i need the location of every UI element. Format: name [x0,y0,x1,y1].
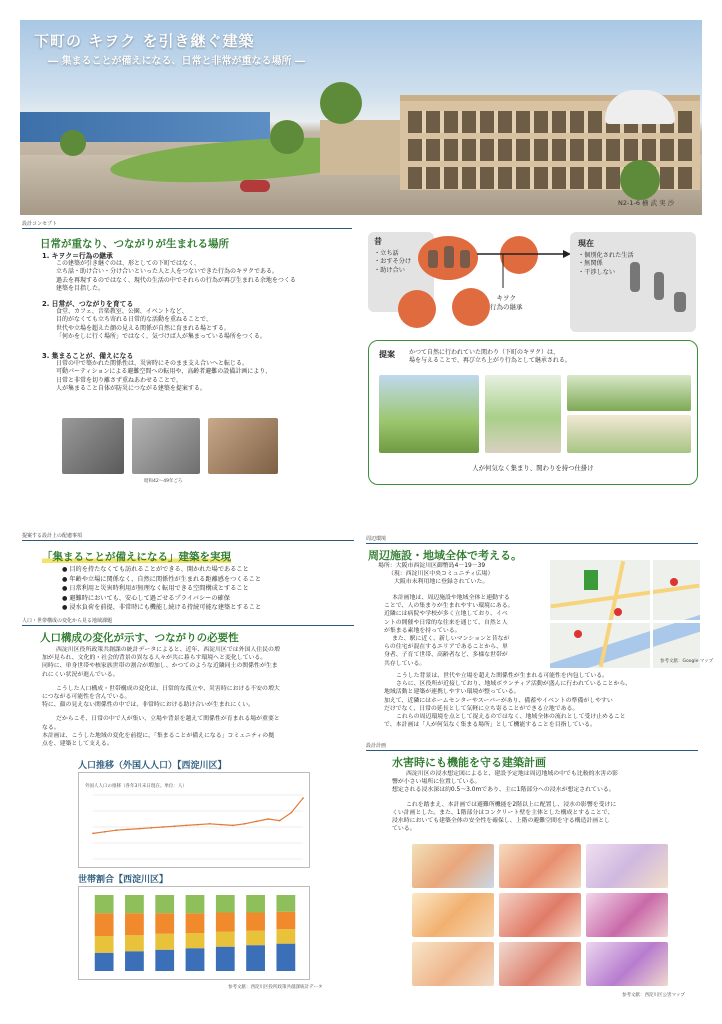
hazard-map [412,942,494,986]
bar-segment [95,936,114,953]
present-item: ・無関係 [578,260,603,268]
site-marker [584,570,598,590]
bar-segment [155,913,174,934]
bar-segment [246,945,265,971]
household-title: 世帯割合【西淀川区】 [78,875,169,885]
data-point [220,824,222,826]
past-item: ・おすそ分け [374,258,412,266]
present-panel [570,232,696,332]
bullet-item: ● 日常利用と災害時利用が無理なく転用できる空間構成とすること [62,585,249,593]
data-point [244,823,246,825]
hazard-map [499,942,581,986]
past-item: ・助け合い [374,266,405,274]
flood-heading: 水害時にも機能を守る建築計画 [392,756,546,769]
data-point [255,821,257,823]
series-line [93,798,303,833]
chart-title: 人口推移（外国人人口）【西淀川区】 [78,761,227,771]
data-point [267,818,269,820]
site-map-source: 参考文献：Google マップ [660,659,714,664]
bar-chart-svg [83,893,307,975]
site-text-1: 本計画地は、周辺施設や地域全体と連動する ことで、人の集まりが生まれやすい環境にある。 近隣には病院や学校が多く立地しており、イベ ントの開催や日常的な往来を通じて、自然と人 が集まる素地を持っている。 また、駅に近く、新しいマンションと昔なが らの住宅が混在するエリアであることから、単 身者、子育て世帯、高齢者など、多様な世帯が 共存している。 [384,595,514,667]
data-point [232,825,234,827]
data-point [115,829,117,831]
pin-icon [614,608,622,616]
data-point [279,820,281,822]
line-chart-svg [83,791,307,865]
site-heading: 周辺施設・地域全体で考える。 [368,549,522,562]
bar-segment [276,912,295,929]
concept-item-title: 2. 日常が、つながりを育てる [42,300,134,308]
population-heading: 人口構成の変化が示す、つながりの必要性 [40,632,239,644]
concept-line: 「何かをしに行く場所」ではなく、気づけば人が集まっている場所をつくる。 [56,333,266,341]
present-item: ・個別化された生活 [578,252,634,259]
hazard-map [499,844,581,888]
past-title: 昔 [374,237,382,246]
bar-segment [95,953,114,971]
data-point [104,831,106,833]
proposal-title: 提案 [379,350,395,359]
concept-line: 食堂、カフェ、音楽教室、公園、イベントなど、 [56,308,188,315]
proposal-image [567,415,691,453]
proposal-panel [368,340,698,485]
hazard-map [586,942,668,986]
population-text: 西淀川区役所政策共創課の統計データによると、近年、西淀川区では外国人住民の増 加が見られ、文化的・社会的背景の異なる人々が共に暮らす環境へと変化している。 同時に、単身世帯や核家族世帯の割合が増加し、かつてのような近隣同士の関係性が生ま れにくい状況が進んでいる。 こうした人口構成・世帯構成の変化は、日常的な孤立や、災害時における不安の増大 につながる可能性を含んでいる。 特に、顔の見えない関係性の中では、非常時における助け合いが生まれにくい。 だからこそ、日常の中で人が集い、立場や背景を越えて関係性が育まれる場が重要と なる。 本計画は、こうした地域の変化を前提に、「集まることが備えになる」コミュニティの拠 点を、建築として支える。 [42,647,280,748]
proposal-line: 場を与えることで、再び立ち上がり行為として継承される。 [409,357,571,365]
site-map [550,560,700,668]
concept-line: 可動パーティションによる避難空間への転用や、高齢者避難の設備計画により、 [56,368,272,376]
hazard-map [412,844,494,888]
concept-line: 立ち話・助け合い・分け合いといった人と人をつないできた行為のキヲクである。 [56,268,279,276]
concept-line: 日常と非常を切り離さず重ねあわせることで、 [56,376,182,384]
past-item: ・立ち話 [374,250,399,257]
bar-segment [155,895,174,913]
section-tag-site: 周辺環境 [366,535,698,544]
bar-segment [125,951,144,971]
page-subtitle: ― 集まることが備えになる、日常と非常が重なる場所 ― [48,56,305,67]
concept-line: 建築を目指した。 [56,285,105,293]
concept-heading: 日常が重なり、つながりが生まれる場所 [40,238,229,250]
person-icon [630,262,640,292]
bar-segment [155,934,174,950]
data-point [174,825,176,827]
bar-segment [186,948,205,971]
section-tag-approach: 提案する設計上の配慮事項 [22,532,354,541]
data-point [290,812,292,814]
concept-item-title: 3. 集まることが、備えになる [42,352,134,360]
section-tag-population: 人口・世帯構成の変化から見る地域課題 [22,617,354,626]
photo-caption: 昭和42〜49年ごろ [144,479,183,484]
population-source: 参考文献：西淀川区役所政策共創課統計データ [228,985,323,990]
hazard-map [499,893,581,937]
data-point [127,829,129,831]
approach-heading: 「集まることが備えになる」建築を実現 [42,551,231,563]
bar-segment [246,895,265,912]
section-tag-concept: 設計コンセプト [22,220,352,229]
bullet-item: ● 年齢や立場に関係なく、自然に関係性が生まれる距離感をつくること [62,575,262,583]
hazard-map-grid [412,844,668,986]
bullet-item: ● 浸水負荷を前提、非常時にも機能し続ける持続可能な建築とすること [62,604,262,612]
helping-icon [398,290,436,328]
arrow-label: キヲク 行為の継承 [490,294,523,311]
page-title: 下町の キヲク を引き継ぐ建築 [34,32,255,50]
car [240,180,270,192]
bar-segment [276,944,295,971]
pin-icon [670,578,678,586]
bar-segment [125,913,144,935]
bar-segment [186,913,205,933]
bar-segment [216,895,235,912]
hazard-map [412,893,494,937]
person-icon [654,272,664,300]
bullet-item: ● 目的を持たなくても訪れることができる、開かれた場であること [62,566,249,573]
site-address: 場所：大阪市西淀川区御幣島4－19－39 （現：西淀川区中央コミュニティ広場） 大阪市未利用地に登録されていた。 [378,563,494,585]
concept-line: 過去を再現するのではなく、現代の生活の中でそれらの行為が再び生まれる余地をつくる [56,276,296,284]
household-chart [78,886,310,980]
tree-icon [620,160,660,200]
data-point [302,797,304,799]
hazard-map [586,893,668,937]
data-point [209,823,211,825]
chart-caption: 外国人人口の推移（各年3月末日現在。単位：人） [85,784,187,789]
tree-icon [320,82,362,124]
concept-item-3 [42,350,362,394]
flood-map-source: 参考文献：西淀川区公害マップ [622,993,685,998]
bar-segment [95,895,114,913]
site-text-2: こうした背景は、世代や立場を超えた関係性が生まれる可能性を内包している。 さらに、区役所が近接しており、地域ボランティア活動が盛んに行われていることから、 地域活動と建築が連携しやすい環境が整っている。 加えて、近隣にはホームセンターやスーパーがあり、備蓄やイベントの準備がしやすい だけでなく、日常の延長として気軽に立ち寄ることができる立地である。 これらの周辺環境を点として捉えるのではなく、地域全体の流れとして受け止めること で、本計画は「人が何気なく集まる場所」として機能することを目指している。 [384,673,632,729]
concept-line: この建築が引き継ぐのは、形としての下町ではなく、 [56,260,200,267]
person-icon [674,292,686,312]
population-chart [78,772,310,868]
concept-item-title: 1. キヲク＝行為の継承 [42,252,113,260]
bar-segment [186,933,205,948]
bar-segment [125,895,144,913]
tree-icon [270,120,304,154]
concept-line: 目的がなくても立ち寄れる日常的な活動を重ねることで、 [56,316,212,324]
building-wing [320,120,410,175]
bar-segment [186,895,205,913]
bar-segment [216,931,235,946]
hazard-map [586,844,668,888]
data-point [92,833,94,835]
historic-photo [208,418,278,474]
river-water [20,112,270,142]
section-tag-flood: 設計計画 [366,742,698,751]
data-point [185,825,187,827]
pin-icon [574,630,582,638]
proposal-image [567,375,691,411]
present-item: ・干渉しない [578,268,616,276]
bullet-item: ● 避難時においても、安心して過ごせるプライバシーの確保 [62,594,230,602]
data-point [150,827,152,829]
bar-segment [125,935,144,951]
bar-segment [246,912,265,930]
proposal-image [485,375,561,453]
present-title: 現在 [578,239,594,248]
data-point [162,826,164,828]
bar-segment [155,950,174,971]
proposal-caption: 人が何気なく集まり、関わりを持つ仕掛け [472,464,594,472]
concept-item-1 [42,250,362,294]
approach-bullets [62,565,261,613]
bar-segment [276,929,295,943]
data-point [197,824,199,826]
concept-line: 人が集まること自体が防災につながる建築を提案する。 [56,385,206,393]
bar-segment [246,931,265,945]
bar-segment [216,947,235,971]
concept-line: 世代や立場を超えた顔の見える関係が自然に育まれる場とする。 [56,324,231,332]
tree-icon [60,130,86,156]
data-point [139,828,141,830]
historic-photo [62,418,124,474]
author-id: N2-1-6 横 武 実 沙 [618,199,675,207]
proposal-line: かつて自然に行われていた関わり（下町のキヲク）は、 [409,349,560,356]
people-gathering-icon [418,236,478,280]
bar-segment [95,913,114,936]
bar-segment [276,895,295,912]
proposal-image [379,375,479,453]
concept-item-2 [42,298,362,342]
flood-text: 西淀川区の浸水想定図によると、建設予定地は周辺地域の中でも比較的水害の影 響が小さい場所に位置している。 想定される浸水深は約0.5〜3.0mであり、主に1階部分への浸水が想定されている。 これを踏まえ、本計画では避難所機能を2階以上に配置し、浸水の影響を受けに くい計画とした。また、1階部分はコンクリート壁を主体とした構成とすることで、 浸水時においても建築全体の安全性を確保し、上階の避難空間を守る構造計画とし ている。 [392,771,619,833]
historic-photo [132,418,200,474]
concept-line: 日常の中で築かれた関係性は、災害時にそのまま支え合いへと転じる。 [56,360,249,367]
bar-segment [216,912,235,931]
